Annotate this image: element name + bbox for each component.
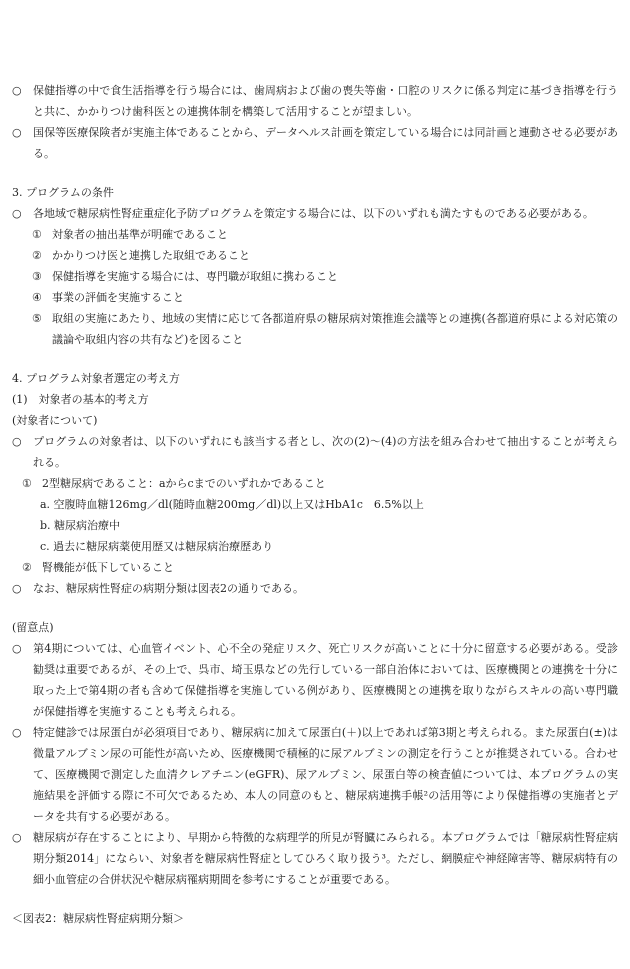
paragraph-text: 国保等医療保険者が実施主体であることから、データヘルス計画を策定している場合には同計画と連動させる必要がある。	[33, 126, 618, 160]
notes-heading: (留意点)	[12, 621, 54, 634]
item-number: ①	[22, 477, 32, 490]
bullet-icon: ○	[12, 126, 22, 139]
criterion-2	[22, 557, 618, 578]
bullet-icon: ○	[12, 84, 22, 97]
section-4-subheading: (1) 対象者の基本的考え方	[12, 393, 149, 406]
condition-item-4	[32, 287, 618, 308]
item-text: 取組の実施にあたり、地域の実情に応じて各都道府県の糖尿病対策推進会議等との連携(各都道府県による対応策の議論や取組内容の共有など)を図ること	[52, 312, 618, 346]
bullet-icon: ○	[12, 642, 22, 655]
item-number: ②	[22, 561, 32, 574]
paragraph-text: 特定健診では尿蛋白が必須項目であり、糖尿病に加えて尿蛋白(＋)以上であれば第3期と考えられる。また尿蛋白(±)は微量アルブミン尿の可能性が高いため、医療機関で積極的に尿アルブミンの測定を行うことが推奨されている。合わせて、医療機関で測定した血清クレアチニン(eGFR)、尿アルブミン、尿蛋白等の検査値については、本プログラムの実施結果を評価する際に不可欠であるため、本人の同意のもと、糖尿病連携手帳²の活用等により保健指導の実施者とデータを共有する必要がある。	[33, 726, 618, 823]
bullet-icon: ○	[12, 582, 22, 595]
item-number: ⑤	[32, 312, 42, 325]
item-text: 保健指導を実施する場合には、専門職が取組に携わること	[52, 270, 338, 283]
item-text: 事業の評価を実施すること	[52, 291, 184, 304]
paragraph-text: プログラムの対象者は、以下のいずれにも該当する者とし、次の(2)～(4)の方法を組み合わせて抽出することが考えられる。	[33, 435, 618, 469]
criterion-1b: b. 糖尿病治療中	[40, 519, 121, 532]
intro-paragraph-1	[12, 80, 618, 122]
item-text: 2型糖尿病であること：aからcまでのいずれかであること	[42, 477, 326, 490]
paragraph-text: 保健指導の中で食生活指導を行う場合には、歯周病および歯の喪失等歯・口腔のリスクに係る判定に基づき指導を行うと共に、かかりつけ歯科医との連携体制を構築して活用することが望ましい。	[33, 84, 618, 118]
note-paragraph-2	[12, 722, 618, 827]
section-3-heading: 3. プログラムの条件	[12, 186, 114, 199]
figure-caption: ＜図表2：糖尿病性腎症病期分類＞	[12, 912, 184, 925]
section-4-lead	[12, 431, 618, 473]
staging-note	[12, 578, 618, 599]
item-number: ②	[32, 249, 42, 262]
item-number: ④	[32, 291, 42, 304]
item-text: かかりつけ医と連携した取組であること	[52, 249, 250, 262]
criterion-1c: c. 過去に糖尿病薬使用歴又は糖尿病治療歴あり	[40, 540, 274, 553]
bullet-icon: ○	[12, 831, 22, 844]
condition-item-3	[32, 266, 618, 287]
condition-item-2	[32, 245, 618, 266]
criterion-1	[22, 473, 618, 494]
section-3-lead	[12, 203, 618, 224]
item-number: ③	[32, 270, 42, 283]
bullet-icon: ○	[12, 435, 22, 448]
criterion-1a: a. 空腹時血糖126mg／dl(随時血糖200mg／dl)以上又はHbA1c 6.5%以上	[40, 498, 424, 511]
item-text: 対象者の抽出基準が明確であること	[52, 228, 228, 241]
condition-item-1	[32, 224, 618, 245]
paragraph-text: 第4期については、心血管イベント、心不全の発症リスク、死亡リスクが高いことに十分に留意する必要がある。受診勧奨は重要であるが、その上で、呉市、埼玉県などの先行している一部自治体においては、医療機関との連携を十分に取った上で第4期の者も含めて保健指導を実施している例があり、医療機関との連携を取りながらスキルの高い専門職が保健指導を実施することも考えられる。	[33, 642, 618, 718]
item-text: 腎機能が低下していること	[42, 561, 174, 574]
target-label: (対象者について)	[12, 414, 98, 427]
paragraph-text: 各地域で糖尿病性腎症重症化予防プログラムを策定する場合には、以下のいずれも満たすものである必要がある。	[33, 207, 594, 220]
note-paragraph-3	[12, 827, 618, 890]
note-paragraph-1	[12, 638, 618, 722]
paragraph-text: 糖尿病が存在することにより、早期から特徴的な病理学的所見が腎臓にみられる。本プログラムでは「糖尿病性腎症病期分類2014」にならい、対象者を糖尿病性腎症としてひろく取り扱う³。ただし、網膜症や神経障害等、糖尿病特有の細小血管症の合併状況や糖尿病罹病期間を参考にすることが重要である。	[33, 831, 618, 886]
intro-paragraph-2	[12, 122, 618, 164]
item-number: ①	[32, 228, 42, 241]
section-4-heading: 4. プログラム対象者選定の考え方	[12, 372, 180, 385]
paragraph-text: なお、糖尿病性腎症の病期分類は図表2の通りである。	[33, 582, 304, 595]
bullet-icon: ○	[12, 207, 22, 220]
bullet-icon: ○	[12, 726, 22, 739]
condition-item-5	[32, 308, 618, 350]
